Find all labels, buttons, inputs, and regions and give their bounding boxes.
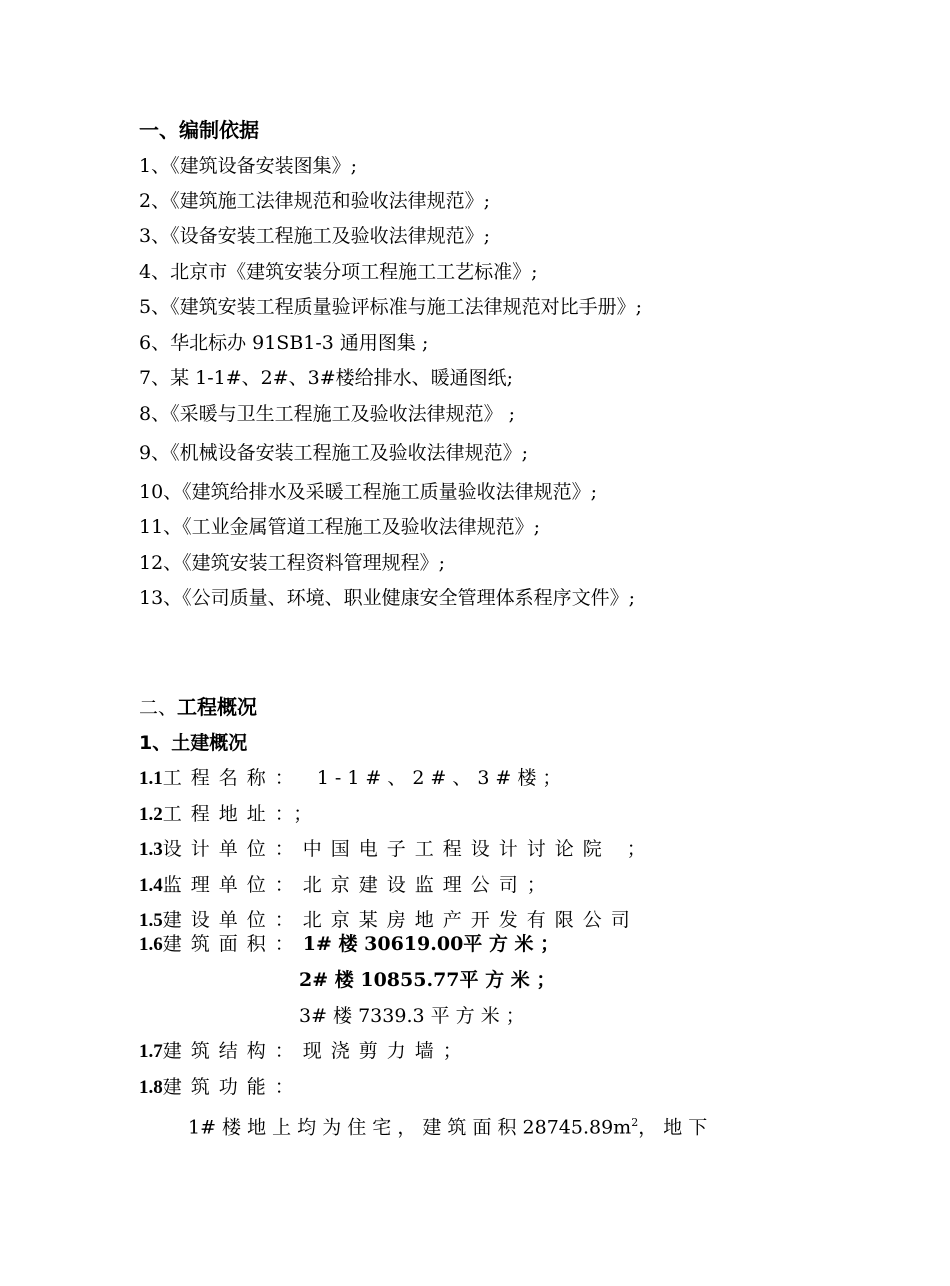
section-2-heading: [139, 695, 257, 720]
reference-item-5: 5、《建筑安装工程质量验评标准与施工法律规范对比手册》;: [139, 296, 642, 318]
row-structure: [139, 1039, 471, 1064]
row-building-area-3: 3# 楼 7339.3 平 方 米 ；: [299, 1005, 525, 1027]
row-label: 设计单位：: [162, 838, 303, 860]
row-value: 北京某房地产开发有限公司: [302, 909, 639, 931]
reference-item-1: 1、《建筑设备安装图集》;: [139, 155, 357, 177]
row-design-unit: [139, 837, 646, 862]
reference-item-12: 12、《建筑安装工程资料管理规程》;: [139, 552, 446, 574]
row-value: 1-1#、2#、3#楼；: [316, 767, 568, 789]
row-label: 建筑结构：: [162, 1040, 303, 1062]
reference-item-10: 10、《建筑给排水及采暖工程施工质量验收法律规范》;: [139, 481, 598, 503]
row-project-name: [139, 766, 567, 791]
row-supervision-unit: [139, 873, 555, 898]
row-project-address: [139, 802, 312, 827]
superscript-2: 2: [631, 1116, 639, 1129]
reference-item-7: 7、某 1-1#、2#、3#楼给排水、暖通图纸;: [139, 367, 514, 389]
reference-item-11: 11、《工业金属管道工程施工及验收法律规范》;: [139, 516, 541, 538]
row-tail: ；: [626, 838, 646, 860]
row-value: 北京建设监理公司；: [302, 874, 555, 896]
row-value: 现浇剪力墙；: [302, 1040, 471, 1062]
section-1-heading: 一、编制依据: [139, 118, 259, 142]
paragraph-text: 1# 楼 地 上 均 为 住 宅 ， 建 筑 面 积 28745.89m: [188, 1116, 632, 1139]
reference-item-6: 6、华北标办 91SB1-3 通用图集 ;: [139, 332, 429, 354]
section-2-heading-text: 工程概况: [177, 695, 258, 719]
row-number: 1.6: [139, 934, 163, 955]
row-function: [139, 1075, 303, 1100]
row-label: 建筑面积：: [162, 933, 303, 955]
row-number: 1.4: [139, 875, 163, 896]
reference-item-2: 2、《建筑施工法律规范和验收法律规范》;: [139, 190, 490, 212]
row-building-area-2: 2# 楼 10855.77平 方 米 ；: [299, 969, 556, 991]
row-number: 1.7: [139, 1041, 163, 1062]
reference-item-3: 3、《设备安装工程施工及验收法律规范》;: [139, 225, 490, 247]
function-paragraph: [188, 1111, 707, 1139]
reference-item-13: 13、《公司质量、环境、职业健康安全管理体系程序文件》;: [139, 587, 636, 609]
reference-item-9: 9、《机械设备安装工程施工及验收法律规范》;: [139, 442, 528, 464]
row-label: 建设单位：: [162, 909, 303, 931]
row-label: 监理单位：: [162, 874, 303, 896]
row-number: 1.2: [139, 804, 163, 825]
row-value: 中国电子工程设计讨论院: [302, 838, 611, 860]
row-number: 1.3: [139, 839, 163, 860]
row-label: 建筑功能：: [162, 1076, 303, 1098]
reference-item-8: 8、《采暖与卫生工程施工及验收法律规范》 ;: [139, 403, 516, 425]
row-construction-unit: [139, 908, 639, 933]
row-number: 1.8: [139, 1077, 163, 1098]
row-number: 1.1: [139, 768, 163, 789]
paragraph-tail: ， 地 下: [638, 1116, 708, 1139]
row-value: ；: [293, 803, 313, 825]
row-value: 1# 楼 30619.00平 方 米 ；: [302, 933, 560, 955]
row-building-area: [139, 932, 559, 957]
subsection-civil: 1、土建概况: [139, 732, 248, 754]
reference-item-4: 4、北京市《建筑安装分项工程施工工艺标准》;: [139, 261, 538, 283]
row-label: 工程地址：: [162, 803, 294, 825]
row-number: 1.5: [139, 910, 163, 931]
row-label: 工程名称：: [162, 767, 303, 789]
section-2-heading-prefix: 二、: [139, 697, 178, 719]
